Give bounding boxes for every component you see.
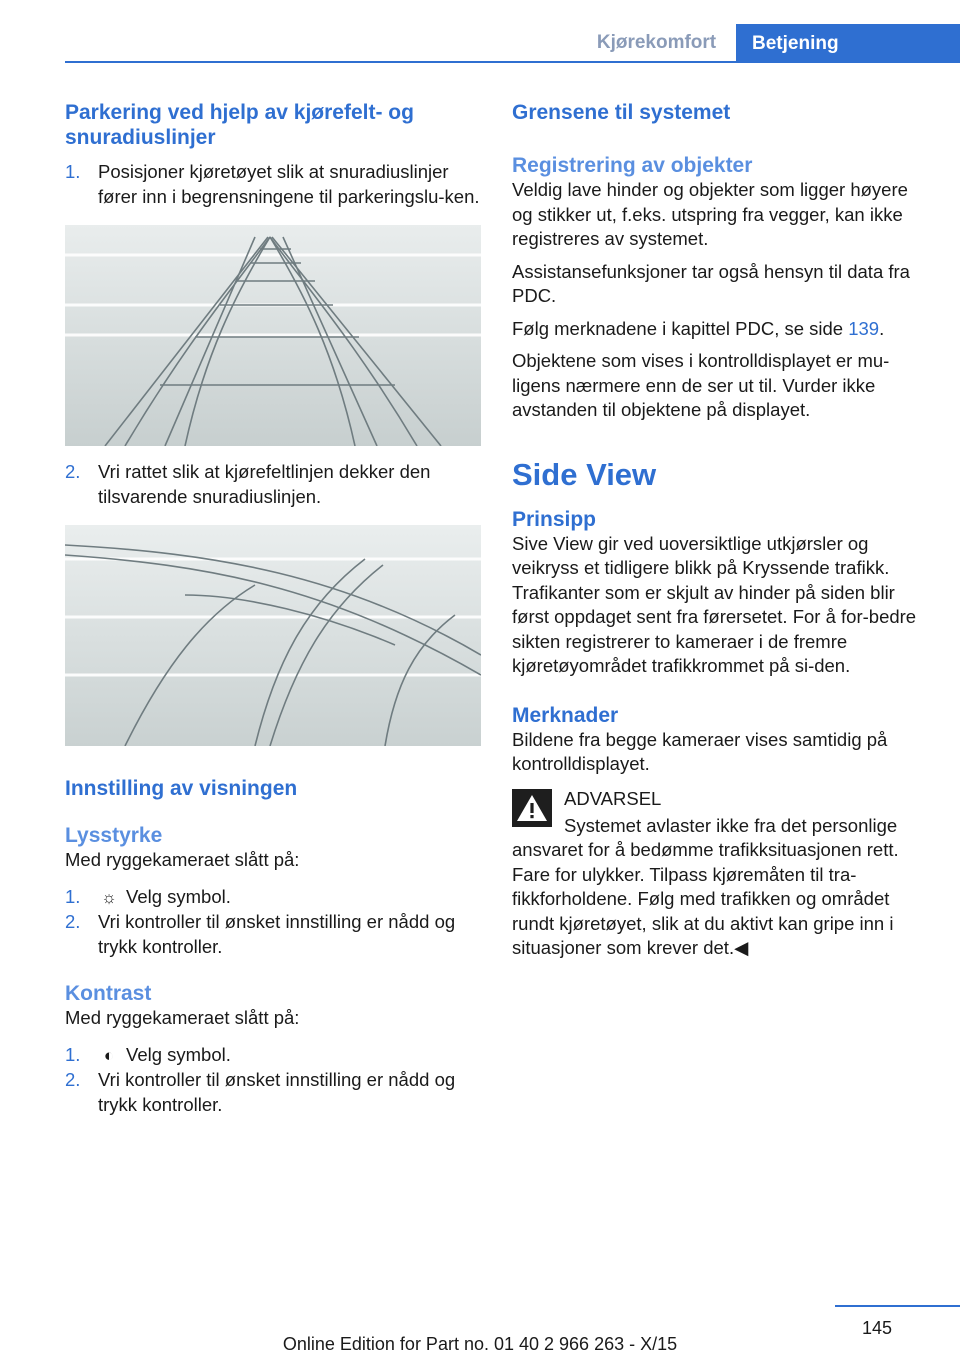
paragraph: Assistansefunksjoner tar også hensyn til data fra PDC.: [512, 260, 910, 306]
list-text: Vri rattet slik at kjørefeltlinjen dekker den tilsvarende snuradiuslinjen.: [98, 461, 431, 507]
paragraph: Bildene fra begge kameraer vises samtidig på kontrolldisplayet.: [512, 728, 888, 774]
heading-parking-lines: Parkering ved hjelp av kjørefelt- og snuradiuslinjer: [65, 101, 414, 149]
contrast-icon: ◐: [103, 1045, 115, 1065]
list-text: Posisjoner kjøretøyet slik at snuradiuslinjer fører inn i begrensningene til parkeringslu‐ken.: [98, 161, 480, 207]
list-text-label: Velg symbol.: [126, 1043, 231, 1065]
list-text: [98, 1043, 481, 1069]
left-column: [65, 100, 481, 1117]
list-number: 1.: [65, 161, 81, 182]
list-number: 2.: [65, 911, 81, 932]
paragraph: Veldig lave hinder og objekter som ligger høyere og stikker ut, f.eks. utspring fra vegger, kan ikke registreres av systemet.: [512, 179, 908, 249]
list-item: [65, 460, 481, 509]
contrast-intro: Med ryggekameraet slått på:: [65, 1007, 300, 1028]
heading-object-detection: Registrering av objekter: [512, 154, 753, 177]
list-text: Vri kontroller til ønsket innstilling er nådd og trykk kontroller.: [98, 911, 456, 957]
list-number: 2.: [65, 461, 81, 482]
heading-side-view: Side View: [512, 456, 657, 492]
list-item: [65, 160, 481, 209]
list-text: [98, 885, 481, 911]
heading-contrast: Kontrast: [65, 982, 152, 1005]
parking-lines-illustration: [65, 225, 481, 446]
paragraph: Objektene som vises i kontrolldisplayet er mu‐ligens nærmere enn de ser ut til. Vurder ikke avstanden til objektene på displayet.: [512, 350, 890, 420]
list-item: [65, 910, 481, 959]
paragraph-see-page: [512, 317, 927, 342]
paragraph: Sive View gir ved uoversiktlige utkjørsler og veikryss et tidligere blikk på Kryssende trafikk. Trafikanter som er skjult av hinder på siden blir først oppdaget sent fra førersetet. For å for‐bedre sikten registrerer to kameraer i de fremre kjøretøyområdet trafikkrommet på si‐den.: [512, 532, 917, 676]
camera-figure-1: [65, 225, 481, 446]
warning-text: Systemet avlaster ikke fra det personlige ansvaret for å bedømme trafikksituasjonen rett. Fare for ulykker. Tilpass kjøremåten til tra‐fikkforholdene. Følg med trafikken og området rundt kjøretøyet, slik at du aktivt kan gripe inn i situasjoner som krever det.◀: [512, 814, 899, 958]
list-item: [65, 1068, 481, 1117]
heading-notes: Merknader: [512, 703, 619, 727]
warning-title: ADVARSEL: [564, 787, 662, 809]
warning-triangle-icon: [515, 793, 549, 823]
list-number: 1.: [65, 885, 81, 907]
paragraph-text: Følg merknadene i kapittel PDC, se side: [512, 317, 849, 339]
turning-radius-illustration: [65, 525, 481, 746]
warning-block: [512, 787, 927, 961]
list-text-label: Velg symbol.: [126, 885, 231, 907]
list-text: Vri kontroller til ønsket innstilling er nådd og trykk kontroller.: [98, 1069, 456, 1115]
edition-note: Online Edition for Part no. 01 40 2 966 263 - X/15: [282, 1334, 678, 1354]
paragraph-text: .: [879, 317, 885, 339]
footer-rule: [835, 1305, 960, 1307]
list-item: [65, 1043, 481, 1069]
warning-icon: [512, 789, 552, 827]
brightness-intro: Med ryggekameraet slått på:: [65, 849, 300, 870]
list-number: 1.: [65, 1043, 81, 1065]
heading-brightness: Lysstyrke: [65, 824, 163, 847]
heading-principle: Prinsipp: [512, 507, 597, 531]
right-column: [512, 100, 927, 961]
page-link[interactable]: 139: [848, 317, 880, 339]
section-tab[interactable]: Betjening: [736, 24, 960, 63]
page-number: 145: [862, 1318, 893, 1338]
brightness-icon: ☼: [101, 887, 117, 907]
list-item: [65, 885, 481, 911]
chapter-tab[interactable]: Kjørekomfort: [596, 31, 717, 53]
heading-system-limits: Grensene til systemet: [512, 101, 731, 124]
heading-display-settings: Innstilling av visningen: [65, 777, 298, 800]
header-rule: [65, 61, 960, 63]
list-number: 2.: [65, 1069, 81, 1090]
camera-figure-2: [65, 525, 481, 746]
